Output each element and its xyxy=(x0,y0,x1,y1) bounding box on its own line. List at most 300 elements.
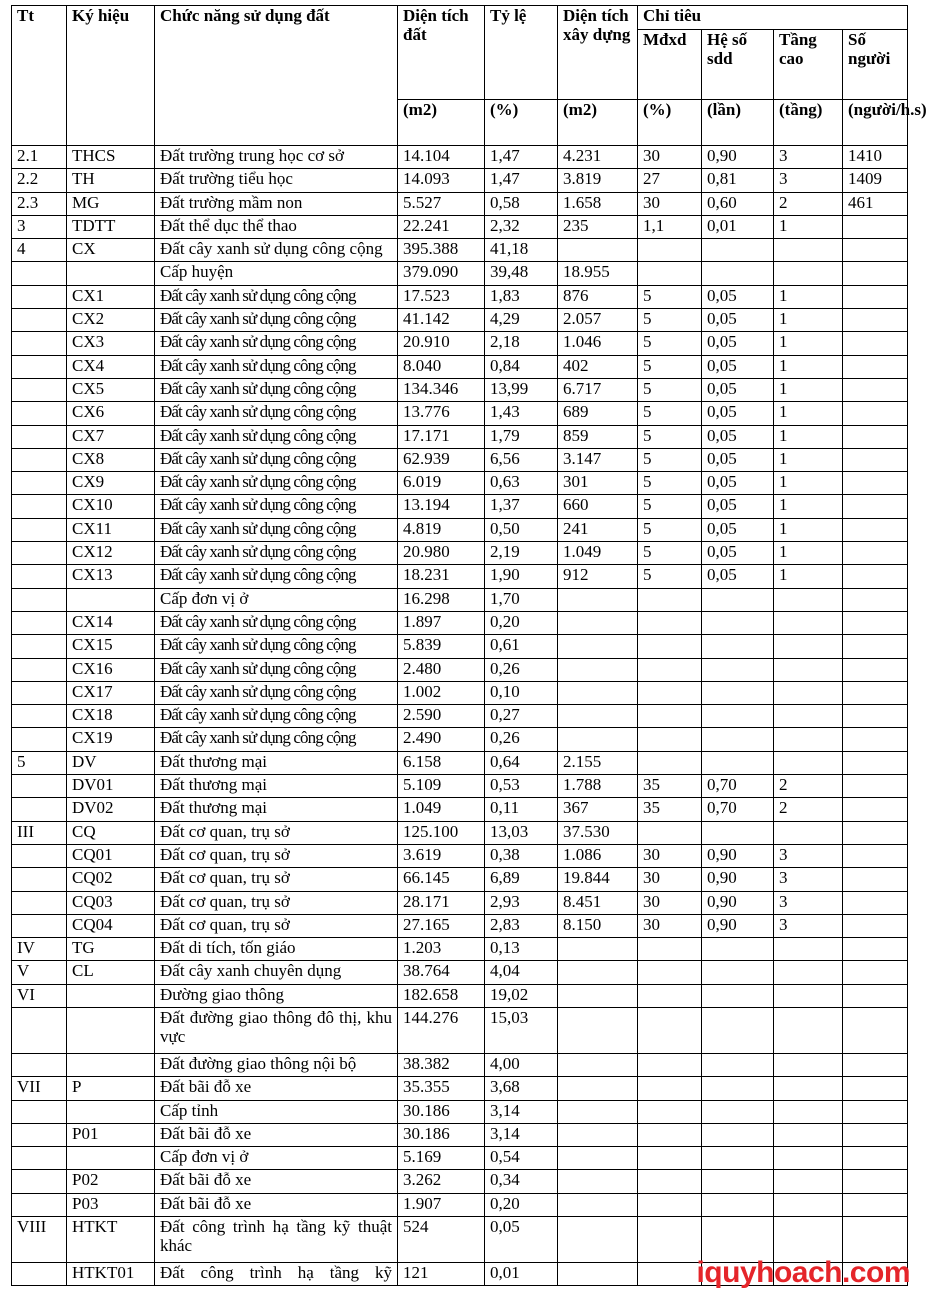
cell-tangcao: 1 xyxy=(774,542,843,565)
table-row xyxy=(12,821,908,844)
cell-tt xyxy=(12,542,67,565)
cell-songuoi xyxy=(843,542,908,565)
table-row xyxy=(12,1100,908,1123)
cell-tyle: 0,26 xyxy=(485,728,558,751)
cell-kyhieu xyxy=(67,1100,155,1123)
cell-tt xyxy=(12,1263,67,1286)
cell-chucnang: Đất cây xanh chuyên dụng xyxy=(155,961,398,984)
cell-chucnang: Đất di tích, tốn giáo xyxy=(155,938,398,961)
cell-kyhieu xyxy=(67,262,155,285)
cell-tyle: 0,13 xyxy=(485,938,558,961)
cell-tangcao xyxy=(774,1053,843,1076)
cell-tangcao: 1 xyxy=(774,355,843,378)
cell-dientichxaydung xyxy=(558,588,638,611)
cell-songuoi xyxy=(843,728,908,751)
cell-tyle: 0,58 xyxy=(485,192,558,215)
cell-mdxd xyxy=(638,1100,702,1123)
cell-dientichxaydung xyxy=(558,1217,638,1263)
cell-heso: 0,70 xyxy=(702,798,774,821)
cell-mdxd: 30 xyxy=(638,146,702,169)
cell-tt: VI xyxy=(12,984,67,1007)
cell-mdxd: 5 xyxy=(638,285,702,308)
cell-mdxd xyxy=(638,1217,702,1263)
cell-songuoi xyxy=(843,332,908,355)
cell-tangcao xyxy=(774,1007,843,1053)
cell-heso: 0,05 xyxy=(702,518,774,541)
cell-dientichdat: 16.298 xyxy=(398,588,485,611)
cell-dientichxaydung: 3.819 xyxy=(558,169,638,192)
cell-dientichxaydung: 19.844 xyxy=(558,868,638,891)
cell-kyhieu: HTKT xyxy=(67,1217,155,1263)
cell-mdxd: 30 xyxy=(638,914,702,937)
cell-chucnang: Đất cây xanh sử dụng công cộng xyxy=(155,705,398,728)
table-row xyxy=(12,891,908,914)
cell-kyhieu: CX7 xyxy=(67,425,155,448)
cell-tt: VII xyxy=(12,1077,67,1100)
cell-tyle: 13,99 xyxy=(485,378,558,401)
cell-tangcao xyxy=(774,961,843,984)
cell-tyle: 0,10 xyxy=(485,681,558,704)
cell-heso: 0,05 xyxy=(702,332,774,355)
cell-chucnang: Đất cây xanh sử dụng công cộng xyxy=(155,448,398,471)
unit-m2-land: (m2) xyxy=(398,100,485,146)
table-body xyxy=(12,146,908,1286)
table-row xyxy=(12,309,908,332)
header-chucnang: Chức năng sử dụng đất xyxy=(155,6,398,146)
cell-chucnang: Đất cơ quan, trụ sở xyxy=(155,914,398,937)
cell-songuoi xyxy=(843,635,908,658)
cell-mdxd xyxy=(638,1263,702,1286)
cell-dientichdat: 524 xyxy=(398,1217,485,1263)
header-chitieu: Chỉ tiêu xyxy=(638,6,908,30)
cell-chucnang: Đất cây xanh sử dụng công cộng xyxy=(155,402,398,425)
cell-dientichxaydung xyxy=(558,984,638,1007)
cell-songuoi xyxy=(843,402,908,425)
cell-tt xyxy=(12,588,67,611)
cell-chucnang: Đất cây xanh sử dụng công cộng xyxy=(155,378,398,401)
cell-tt xyxy=(12,285,67,308)
cell-kyhieu: CX5 xyxy=(67,378,155,401)
cell-kyhieu: CX4 xyxy=(67,355,155,378)
cell-songuoi xyxy=(843,751,908,774)
table-row xyxy=(12,1007,908,1053)
cell-tt xyxy=(12,728,67,751)
cell-mdxd xyxy=(638,1077,702,1100)
cell-chucnang: Đất cơ quan, trụ sở xyxy=(155,844,398,867)
cell-heso: 0,90 xyxy=(702,844,774,867)
cell-dientichdat: 35.355 xyxy=(398,1077,485,1100)
cell-tangcao: 1 xyxy=(774,425,843,448)
cell-songuoi xyxy=(843,262,908,285)
cell-tt xyxy=(12,798,67,821)
cell-songuoi xyxy=(843,1007,908,1053)
cell-heso xyxy=(702,938,774,961)
cell-mdxd xyxy=(638,1007,702,1053)
cell-mdxd xyxy=(638,984,702,1007)
cell-heso: 0,05 xyxy=(702,309,774,332)
table-row xyxy=(12,425,908,448)
cell-songuoi xyxy=(843,425,908,448)
table-row xyxy=(12,844,908,867)
cell-songuoi xyxy=(843,775,908,798)
cell-tangcao: 2 xyxy=(774,192,843,215)
cell-tangcao xyxy=(774,1193,843,1216)
cell-tyle: 0,61 xyxy=(485,635,558,658)
land-use-table xyxy=(11,5,927,1286)
cell-mdxd: 5 xyxy=(638,355,702,378)
cell-tyle: 41,18 xyxy=(485,239,558,262)
cell-tt xyxy=(12,681,67,704)
cell-mdxd xyxy=(638,635,702,658)
cell-mdxd: 5 xyxy=(638,309,702,332)
cell-dientichdat: 1.049 xyxy=(398,798,485,821)
table-header xyxy=(12,6,927,146)
cell-tangcao xyxy=(774,705,843,728)
cell-songuoi xyxy=(843,821,908,844)
cell-dientichxaydung xyxy=(558,1193,638,1216)
cell-kyhieu: P02 xyxy=(67,1170,155,1193)
cell-heso xyxy=(702,1193,774,1216)
cell-dientichdat: 2.480 xyxy=(398,658,485,681)
table-row xyxy=(12,239,908,262)
cell-kyhieu: CQ01 xyxy=(67,844,155,867)
table-row xyxy=(12,961,908,984)
cell-songuoi xyxy=(843,844,908,867)
cell-dientichxaydung: 876 xyxy=(558,285,638,308)
cell-kyhieu: CX11 xyxy=(67,518,155,541)
table-row xyxy=(12,798,908,821)
table-row xyxy=(12,914,908,937)
cell-dientichdat: 182.658 xyxy=(398,984,485,1007)
cell-mdxd xyxy=(638,961,702,984)
table-row xyxy=(12,285,908,308)
cell-dientichdat: 144.276 xyxy=(398,1007,485,1053)
cell-tt xyxy=(12,1193,67,1216)
cell-heso xyxy=(702,658,774,681)
cell-dientichdat: 5.169 xyxy=(398,1147,485,1170)
cell-dientichxaydung xyxy=(558,239,638,262)
cell-kyhieu xyxy=(67,1147,155,1170)
table-row xyxy=(12,402,908,425)
cell-tt: 5 xyxy=(12,751,67,774)
cell-dientichxaydung: 859 xyxy=(558,425,638,448)
cell-chucnang: Đất cây xanh sử dụng công cộng xyxy=(155,635,398,658)
cell-heso: 0,90 xyxy=(702,868,774,891)
header-tt: Tt xyxy=(12,6,67,146)
cell-songuoi xyxy=(843,565,908,588)
cell-tyle: 1,47 xyxy=(485,146,558,169)
cell-chucnang: Đất cây xanh sử dụng công cộng xyxy=(155,658,398,681)
cell-tt: III xyxy=(12,821,67,844)
cell-tangcao xyxy=(774,938,843,961)
cell-heso: 0,05 xyxy=(702,565,774,588)
cell-mdxd: 5 xyxy=(638,518,702,541)
cell-songuoi xyxy=(843,309,908,332)
watermark-logo: iquyhoach.com xyxy=(696,1256,910,1289)
cell-heso xyxy=(702,751,774,774)
cell-kyhieu: CX17 xyxy=(67,681,155,704)
cell-chucnang: Đất thương mại xyxy=(155,751,398,774)
cell-songuoi xyxy=(843,961,908,984)
cell-dientichdat: 13.194 xyxy=(398,495,485,518)
cell-songuoi xyxy=(843,588,908,611)
cell-mdxd xyxy=(638,751,702,774)
cell-dientichdat: 17.171 xyxy=(398,425,485,448)
table-row xyxy=(12,169,908,192)
cell-dientichxaydung xyxy=(558,681,638,704)
cell-tt xyxy=(12,495,67,518)
cell-dientichdat: 5.527 xyxy=(398,192,485,215)
cell-tt xyxy=(12,309,67,332)
table-row xyxy=(12,1053,908,1076)
cell-kyhieu: CX1 xyxy=(67,285,155,308)
cell-tangcao: 2 xyxy=(774,775,843,798)
cell-tyle: 2,19 xyxy=(485,542,558,565)
cell-chucnang: Đất cơ quan, trụ sở xyxy=(155,891,398,914)
cell-chucnang: Đất cây xanh sử dụng công cộng xyxy=(155,518,398,541)
cell-heso xyxy=(702,1170,774,1193)
cell-dientichdat: 20.910 xyxy=(398,332,485,355)
cell-chucnang: Đất bãi đỗ xe xyxy=(155,1123,398,1146)
cell-songuoi xyxy=(843,938,908,961)
cell-tt xyxy=(12,402,67,425)
cell-kyhieu: CX2 xyxy=(67,309,155,332)
cell-dientichdat: 2.590 xyxy=(398,705,485,728)
cell-tt xyxy=(12,914,67,937)
cell-kyhieu: CQ04 xyxy=(67,914,155,937)
cell-songuoi xyxy=(843,495,908,518)
cell-dientichdat: 1.203 xyxy=(398,938,485,961)
header-songuoi: Số người xyxy=(843,30,908,100)
cell-heso: 0,05 xyxy=(702,355,774,378)
cell-mdxd xyxy=(638,239,702,262)
cell-dientichxaydung: 2.155 xyxy=(558,751,638,774)
cell-kyhieu xyxy=(67,984,155,1007)
cell-dientichdat: 30.186 xyxy=(398,1123,485,1146)
cell-chucnang: Đất cơ quan, trụ sở xyxy=(155,821,398,844)
cell-tyle: 0,05 xyxy=(485,1217,558,1263)
cell-tangcao: 1 xyxy=(774,518,843,541)
cell-tangcao: 1 xyxy=(774,378,843,401)
cell-tangcao: 1 xyxy=(774,402,843,425)
cell-mdxd xyxy=(638,611,702,634)
cell-dientichdat: 38.382 xyxy=(398,1053,485,1076)
cell-tangcao: 3 xyxy=(774,146,843,169)
cell-tangcao xyxy=(774,681,843,704)
cell-kyhieu: THCS xyxy=(67,146,155,169)
cell-songuoi xyxy=(843,215,908,238)
cell-tangcao: 1 xyxy=(774,448,843,471)
cell-mdxd xyxy=(638,1170,702,1193)
cell-chucnang: Đất cây xanh sử dụng công cộng xyxy=(155,728,398,751)
cell-tt: IV xyxy=(12,938,67,961)
cell-mdxd xyxy=(638,1053,702,1076)
cell-chucnang: Đất bãi đỗ xe xyxy=(155,1193,398,1216)
cell-heso xyxy=(702,611,774,634)
table-row xyxy=(12,984,908,1007)
cell-kyhieu: CX8 xyxy=(67,448,155,471)
cell-chucnang: Đất trường mầm non xyxy=(155,192,398,215)
cell-tt xyxy=(12,332,67,355)
cell-dientichdat: 14.104 xyxy=(398,146,485,169)
cell-kyhieu: P03 xyxy=(67,1193,155,1216)
cell-dientichdat: 41.142 xyxy=(398,309,485,332)
cell-dientichdat: 17.523 xyxy=(398,285,485,308)
cell-mdxd xyxy=(638,658,702,681)
cell-kyhieu: DV02 xyxy=(67,798,155,821)
cell-tangcao xyxy=(774,262,843,285)
cell-heso xyxy=(702,1147,774,1170)
cell-tyle: 4,00 xyxy=(485,1053,558,1076)
cell-chucnang: Cấp tỉnh xyxy=(155,1100,398,1123)
cell-chucnang: Đất thương mại xyxy=(155,775,398,798)
cell-mdxd: 5 xyxy=(638,402,702,425)
cell-tt xyxy=(12,775,67,798)
cell-dientichxaydung xyxy=(558,728,638,751)
cell-dientichxaydung xyxy=(558,705,638,728)
cell-dientichdat: 18.231 xyxy=(398,565,485,588)
cell-tangcao: 1 xyxy=(774,472,843,495)
table-row xyxy=(12,565,908,588)
cell-kyhieu xyxy=(67,1053,155,1076)
cell-tt xyxy=(12,1053,67,1076)
header-kyhieu: Ký hiệu xyxy=(67,6,155,146)
cell-tangcao: 1 xyxy=(774,565,843,588)
cell-dientichxaydung xyxy=(558,961,638,984)
cell-tangcao: 3 xyxy=(774,914,843,937)
cell-dientichxaydung: 1.788 xyxy=(558,775,638,798)
cell-dientichdat: 14.093 xyxy=(398,169,485,192)
cell-dientichdat: 28.171 xyxy=(398,891,485,914)
cell-songuoi xyxy=(843,1147,908,1170)
cell-dientichdat: 20.980 xyxy=(398,542,485,565)
cell-dientichxaydung: 301 xyxy=(558,472,638,495)
cell-heso xyxy=(702,1007,774,1053)
cell-kyhieu: CX12 xyxy=(67,542,155,565)
cell-songuoi xyxy=(843,355,908,378)
cell-mdxd: 5 xyxy=(638,425,702,448)
table-row xyxy=(12,775,908,798)
cell-tt xyxy=(12,425,67,448)
cell-tyle: 1,90 xyxy=(485,565,558,588)
cell-chucnang: Đất cây xanh sử dụng công cộng xyxy=(155,681,398,704)
cell-tt xyxy=(12,635,67,658)
cell-dientichxaydung: 6.717 xyxy=(558,378,638,401)
cell-heso xyxy=(702,984,774,1007)
cell-heso: 0,05 xyxy=(702,448,774,471)
cell-heso: 0,90 xyxy=(702,891,774,914)
cell-mdxd xyxy=(638,588,702,611)
header-tyle: Tỷ lệ xyxy=(485,6,558,100)
cell-tyle: 1,37 xyxy=(485,495,558,518)
cell-dientichxaydung: 660 xyxy=(558,495,638,518)
cell-dientichdat: 38.764 xyxy=(398,961,485,984)
cell-mdxd: 30 xyxy=(638,844,702,867)
cell-tyle: 1,47 xyxy=(485,169,558,192)
cell-dientichxaydung xyxy=(558,1053,638,1076)
cell-heso xyxy=(702,1123,774,1146)
cell-tt: V xyxy=(12,961,67,984)
cell-tangcao: 3 xyxy=(774,868,843,891)
header-dientichxaydung: Diện tích xây dựng xyxy=(558,6,638,100)
cell-heso: 0,05 xyxy=(702,495,774,518)
cell-mdxd: 5 xyxy=(638,332,702,355)
cell-songuoi: 461 xyxy=(843,192,908,215)
cell-tangcao: 3 xyxy=(774,169,843,192)
cell-mdxd xyxy=(638,728,702,751)
cell-dientichxaydung xyxy=(558,1170,638,1193)
cell-chucnang: Đất cây xanh sử dụng công cộng xyxy=(155,495,398,518)
cell-tt xyxy=(12,1170,67,1193)
cell-heso xyxy=(702,728,774,751)
cell-dientichdat: 4.819 xyxy=(398,518,485,541)
cell-kyhieu: P xyxy=(67,1077,155,1100)
cell-kyhieu: HTKT01 xyxy=(67,1263,155,1286)
cell-mdxd: 30 xyxy=(638,891,702,914)
cell-dientichxaydung xyxy=(558,938,638,961)
cell-kyhieu: MG xyxy=(67,192,155,215)
cell-dientichdat: 3.619 xyxy=(398,844,485,867)
cell-tt: VIII xyxy=(12,1217,67,1263)
cell-mdxd xyxy=(638,681,702,704)
cell-tt xyxy=(12,658,67,681)
cell-tyle: 0,01 xyxy=(485,1263,558,1286)
cell-tangcao xyxy=(774,1123,843,1146)
cell-dientichxaydung: 689 xyxy=(558,402,638,425)
cell-kyhieu: CQ xyxy=(67,821,155,844)
cell-chucnang: Đất công trình hạ tầng kỹ thuật khác xyxy=(155,1217,398,1263)
cell-dientichdat: 5.109 xyxy=(398,775,485,798)
cell-kyhieu: CX3 xyxy=(67,332,155,355)
cell-songuoi xyxy=(843,914,908,937)
cell-tangcao xyxy=(774,239,843,262)
cell-tangcao: 1 xyxy=(774,309,843,332)
cell-dientichdat: 6.158 xyxy=(398,751,485,774)
cell-tangcao xyxy=(774,728,843,751)
cell-mdxd: 27 xyxy=(638,169,702,192)
cell-chucnang: Đất cây xanh sử dụng công cộng xyxy=(155,472,398,495)
header-dientichdat: Diện tích đất xyxy=(398,6,485,100)
cell-mdxd: 5 xyxy=(638,472,702,495)
cell-tyle: 1,79 xyxy=(485,425,558,448)
cell-kyhieu: CX xyxy=(67,239,155,262)
cell-chucnang: Đất đường giao thông đô thị, khu vực xyxy=(155,1007,398,1053)
cell-songuoi: 1409 xyxy=(843,169,908,192)
cell-mdxd xyxy=(638,262,702,285)
cell-kyhieu: DV xyxy=(67,751,155,774)
cell-dientichdat: 27.165 xyxy=(398,914,485,937)
cell-tyle: 0,64 xyxy=(485,751,558,774)
cell-songuoi xyxy=(843,1193,908,1216)
table-row xyxy=(12,938,908,961)
cell-tt xyxy=(12,378,67,401)
cell-kyhieu: CX9 xyxy=(67,472,155,495)
cell-mdxd xyxy=(638,938,702,961)
cell-dientichxaydung: 8.150 xyxy=(558,914,638,937)
cell-tangcao xyxy=(774,1170,843,1193)
cell-dientichxaydung: 4.231 xyxy=(558,146,638,169)
table-row xyxy=(12,728,908,751)
cell-chucnang: Cấp đơn vị ở xyxy=(155,1147,398,1170)
cell-chucnang: Đất cơ quan, trụ sở xyxy=(155,868,398,891)
cell-tyle: 0,11 xyxy=(485,798,558,821)
cell-tt xyxy=(12,1100,67,1123)
table-row xyxy=(12,332,908,355)
cell-mdxd xyxy=(638,1123,702,1146)
cell-tyle: 0,63 xyxy=(485,472,558,495)
cell-dientichxaydung xyxy=(558,1077,638,1100)
cell-dientichxaydung: 367 xyxy=(558,798,638,821)
